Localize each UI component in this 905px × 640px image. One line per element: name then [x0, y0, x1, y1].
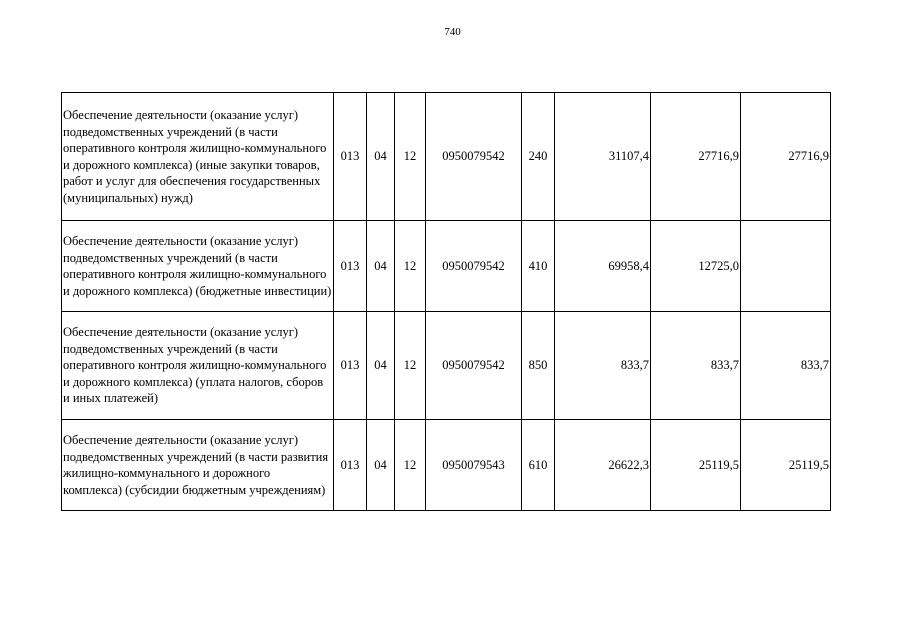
amount-3-cell: 27716,9	[741, 93, 831, 221]
row-description: Обеспечение деятельности (оказание услуг) подведомственных учреждений (в части оперативного контроля жилищно-коммунального и дорожного комплекса) (уплата налогов, сборов и иных платежей)	[62, 312, 334, 420]
target-article-cell: 0950079542	[426, 221, 522, 312]
ministry-code-cell: 013	[334, 420, 367, 511]
target-article-cell: 0950079542	[426, 93, 522, 221]
section-cell: 04	[367, 221, 395, 312]
amount-1-cell: 26622,3	[555, 420, 651, 511]
subsection-cell: 12	[395, 93, 426, 221]
ministry-code-cell: 013	[334, 93, 367, 221]
expense-type-cell: 240	[522, 93, 555, 221]
section-cell: 04	[367, 93, 395, 221]
subsection-cell: 12	[395, 420, 426, 511]
amount-3-cell: 25119,5	[741, 420, 831, 511]
section-cell: 04	[367, 420, 395, 511]
page-number: 740	[444, 26, 461, 38]
table-row	[62, 312, 831, 420]
amount-1-cell: 31107,4	[555, 93, 651, 221]
ministry-code-cell: 013	[334, 221, 367, 312]
row-description: Обеспечение деятельности (оказание услуг) подведомственных учреждений (в части оперативного контроля жилищно-коммунального и дорожного комплекса) (иные закупки товаров, работ и услуг для обеспечения государственных (муниципальных) нужд)	[62, 93, 334, 221]
target-article-cell: 0950079543	[426, 420, 522, 511]
ministry-code-cell: 013	[334, 312, 367, 420]
amount-3-cell: 833,7	[741, 312, 831, 420]
amount-1-cell: 833,7	[555, 312, 651, 420]
section-cell: 04	[367, 312, 395, 420]
amount-2-cell: 27716,9	[651, 93, 741, 221]
subsection-cell: 12	[395, 221, 426, 312]
amount-1-cell: 69958,4	[555, 221, 651, 312]
expense-type-cell: 410	[522, 221, 555, 312]
table-row	[62, 221, 831, 312]
expense-type-cell: 610	[522, 420, 555, 511]
table-row	[62, 93, 831, 221]
amount-2-cell: 25119,5	[651, 420, 741, 511]
expense-type-cell: 850	[522, 312, 555, 420]
amount-2-cell: 12725,0	[651, 221, 741, 312]
table-row	[62, 420, 831, 511]
target-article-cell: 0950079542	[426, 312, 522, 420]
amount-3-cell	[741, 221, 831, 312]
amount-2-cell: 833,7	[651, 312, 741, 420]
row-description: Обеспечение деятельности (оказание услуг) подведомственных учреждений (в части развития жилищно-коммунального и дорожного комплекса) (субсидии бюджетным учреждениям)	[62, 420, 334, 511]
row-description: Обеспечение деятельности (оказание услуг) подведомственных учреждений (в части оперативного контроля жилищно-коммунального и дорожного комплекса) (бюджетные инвестиции)	[62, 221, 334, 312]
subsection-cell: 12	[395, 312, 426, 420]
budget-table	[61, 92, 831, 511]
